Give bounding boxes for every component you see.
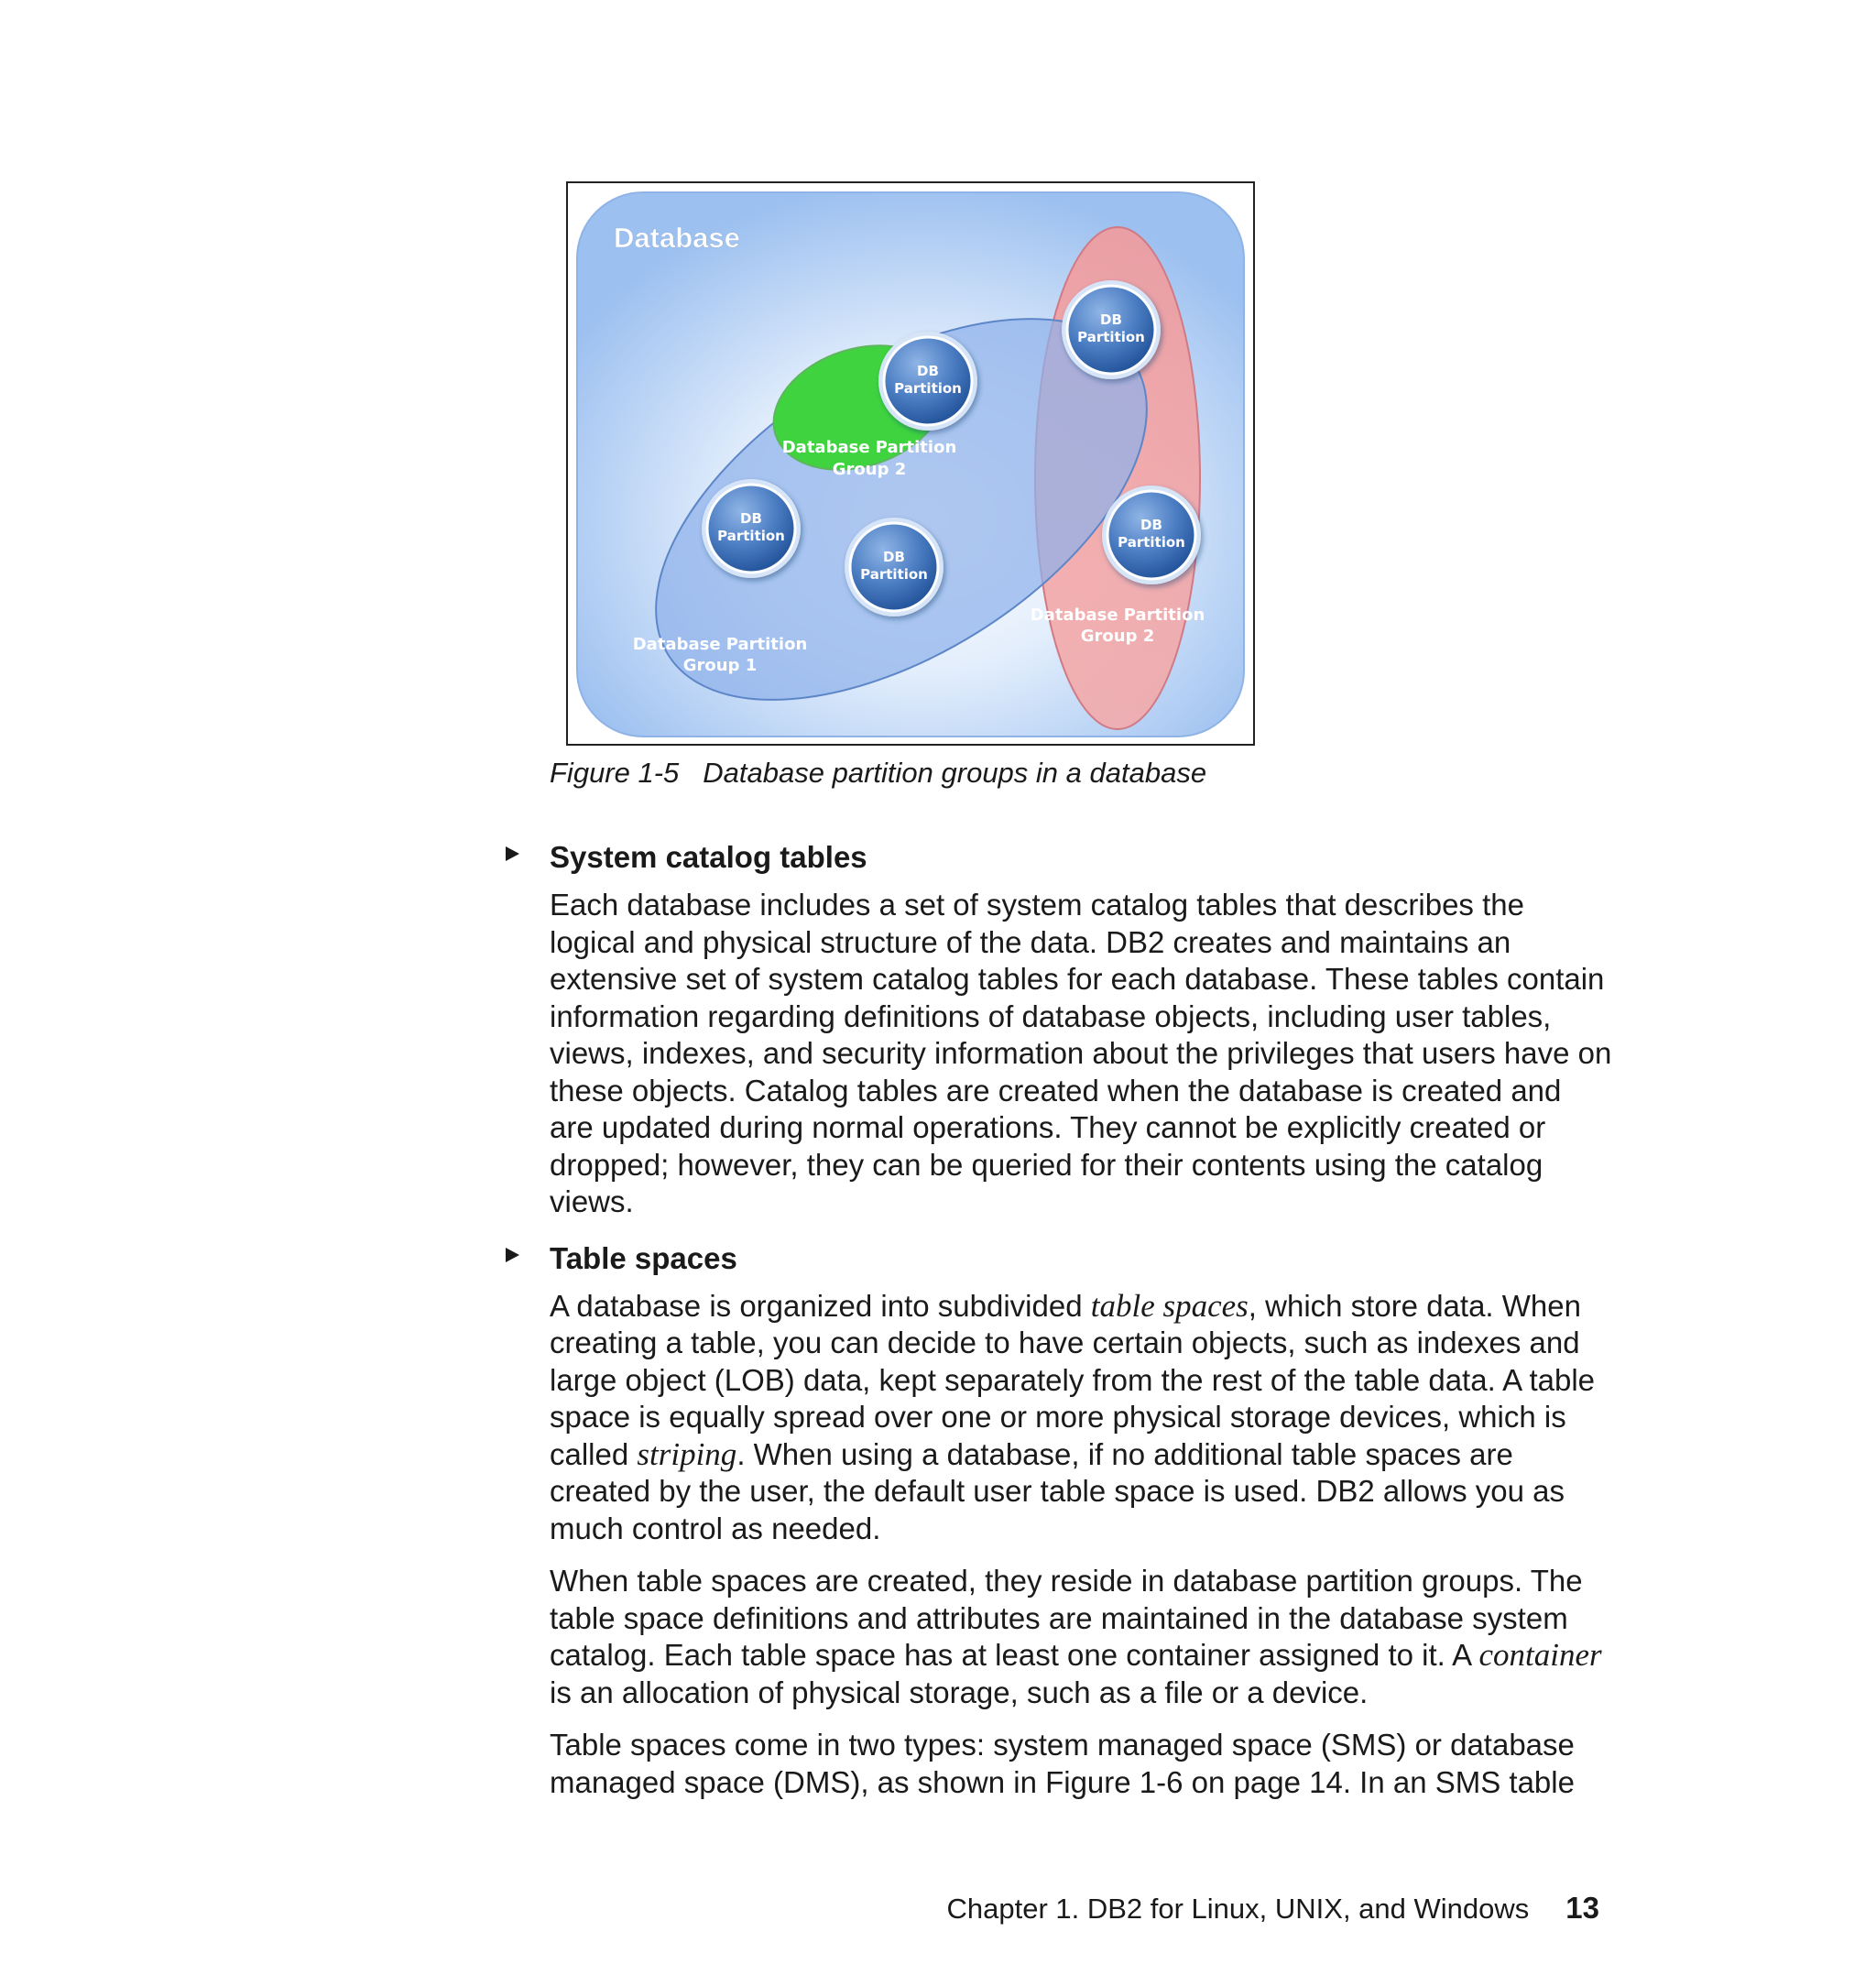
database-title: Database xyxy=(614,222,740,254)
svg-text:DB: DB xyxy=(917,363,939,379)
db-partition-node xyxy=(702,479,801,578)
svg-text:Partition: Partition xyxy=(1118,534,1185,551)
paragraph: Each database includes a set of system catalog tables that describes the logical and physical structure of the data. DB2 creates and maintains an extensive set of system catalog tables for each database. These tables contain information regarding definitions of database objects, including user tables, views, indexes, and security information about the privileges that users have on these objects. Catalog tables are created when the database is created and are updated during normal operations. They cannot be explicitly created or dropped; however, they can be queried for their contents using the catalog views. xyxy=(550,888,1612,1218)
svg-text:Partition: Partition xyxy=(717,528,785,544)
figure-caption-text: Database partition groups in a database xyxy=(703,757,1207,789)
db-partition-node xyxy=(1102,486,1201,584)
paragraph xyxy=(550,1563,1612,1711)
bullet-table-spaces xyxy=(550,1237,1612,1802)
svg-text:Partition: Partition xyxy=(1077,329,1145,345)
figure-frame xyxy=(566,181,1255,746)
figure-caption xyxy=(550,757,1206,790)
paragraph: Table spaces come in two types: system managed space (SMS) or database managed space (DMS), as shown in Figure 1-6 on page 14. In an SMS table xyxy=(550,1728,1575,1799)
group-green-label-1: Database Partition xyxy=(781,438,957,457)
group-red-label-1: Database Partition xyxy=(1030,606,1205,625)
svg-text:Partition: Partition xyxy=(860,566,928,583)
text-run: . When using a database, if no additional table spaces are created by the user, the default user table space is used. DB2 allows you as much control as needed. xyxy=(550,1436,1565,1545)
db-partition-node xyxy=(845,518,943,617)
chapter-title: Chapter 1. DB2 for Linux, UNIX, and Windows xyxy=(946,1893,1530,1925)
text-run: When table spaces are created, they reside in database partition groups. The table space definitions and attributes are maintained in the database system catalog. Each table space has at least one container assigned to it. A xyxy=(550,1564,1583,1672)
page-footer xyxy=(946,1891,1599,1926)
emphasis-term: striping xyxy=(637,1435,737,1472)
page-number: 13 xyxy=(1565,1891,1599,1925)
page-content xyxy=(550,835,1612,1817)
bullet-triangle-icon xyxy=(506,1248,519,1262)
emphasis-term: container xyxy=(1478,1637,1602,1673)
svg-text:DB: DB xyxy=(1140,517,1162,533)
group-blue-label-2: Group 1 xyxy=(682,656,758,675)
svg-text:DB: DB xyxy=(1100,311,1122,328)
bullet-system-catalog-tables xyxy=(550,835,1612,1221)
svg-text:DB: DB xyxy=(740,510,762,527)
section-heading: System catalog tables xyxy=(550,840,867,874)
text-run: , which store data. When creating a table, you can decide to have certain objects, such as indexes and large object (LOB) data, kept separately from the rest of the table data. A table space is equally spread over one or more physical storage devices, which is called xyxy=(550,1288,1595,1471)
svg-text:Partition: Partition xyxy=(894,380,962,397)
group-blue-label-1: Database Partition xyxy=(632,635,808,654)
bullet-triangle-icon xyxy=(506,846,519,861)
emphasis-term: table spaces xyxy=(1090,1287,1249,1324)
section-heading: Table spaces xyxy=(550,1240,737,1275)
paragraph xyxy=(550,1288,1612,1548)
group-red-label-2: Group 2 xyxy=(1080,627,1155,646)
svg-text:DB: DB xyxy=(883,549,905,565)
text-run: is an allocation of physical storage, such as a file or a device. xyxy=(550,1675,1369,1709)
partition-groups-diagram xyxy=(568,183,1253,744)
group-green-label-2: Group 2 xyxy=(832,460,907,479)
db-partition-node xyxy=(1062,280,1161,379)
figure-number: Figure 1-5 xyxy=(550,757,680,789)
text-run: A database is organized into subdivided xyxy=(550,1288,1091,1323)
db-partition-node xyxy=(878,332,977,431)
